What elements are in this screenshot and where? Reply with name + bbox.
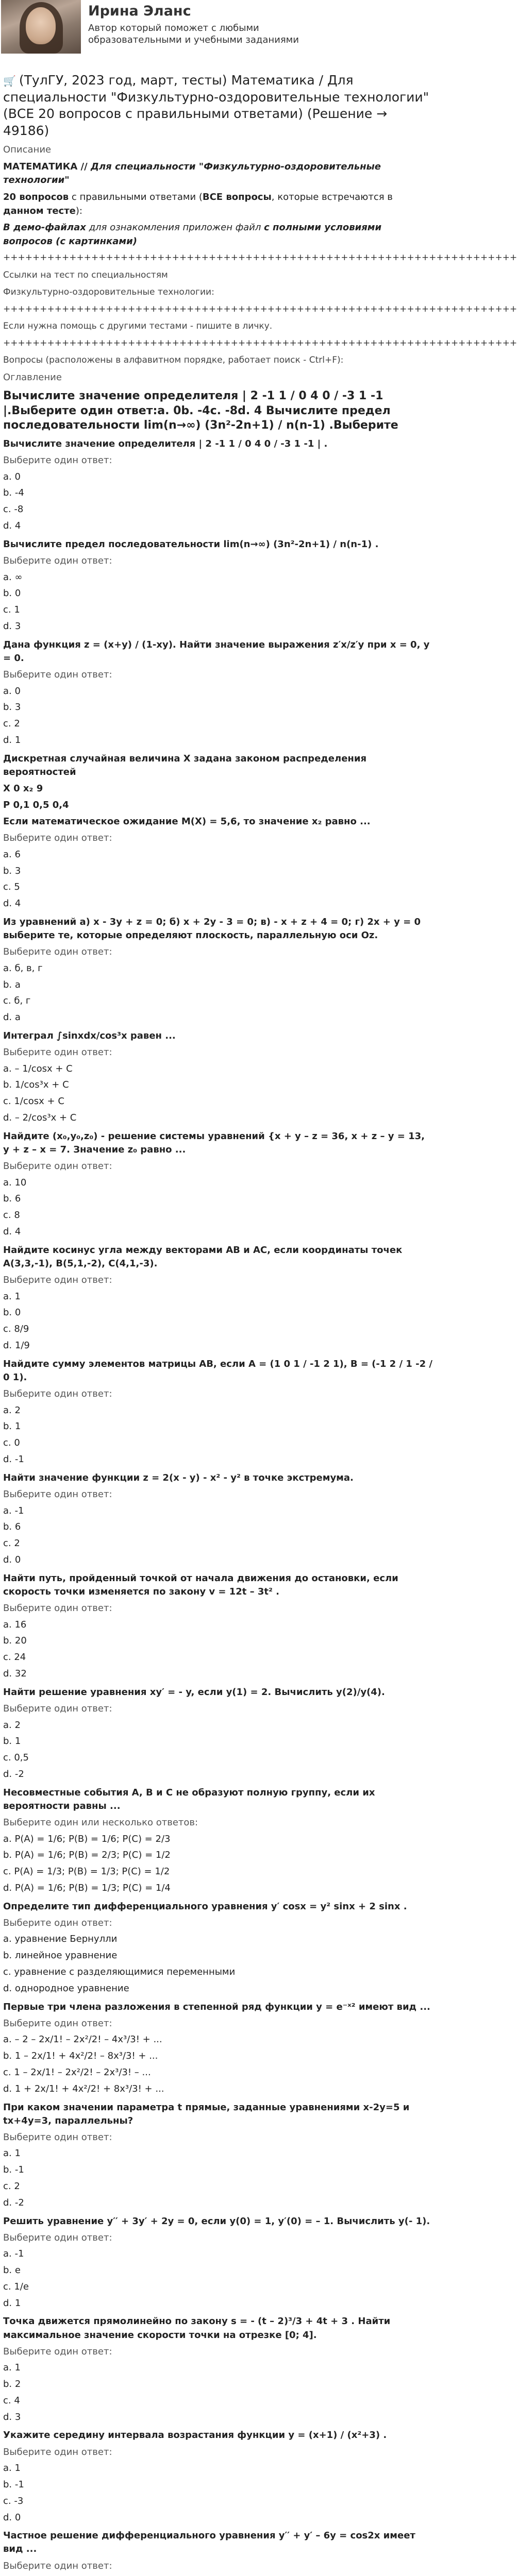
answer-option: d. 0 [3,2512,21,2523]
question-text: Вычислите значение определителя | 2 -1 1 / 0 4 0 / -3 1 -1 | . [3,438,328,449]
answer-option: a. 1 [3,1291,21,1302]
answer-option: a. 2 [3,1719,21,1731]
question-text: При каком значении параметра t прямые, заданные уравнениями x-2y=5 и tx+4y=3, параллельны? [3,2102,410,2126]
answer-option: d. -2 [3,2197,24,2208]
answer-option: b. -1 [3,2479,24,2490]
answer-option: d. P(A) = 1/6; P(B) = 1/3; P(C) = 1/4 [3,1882,171,1893]
answer-hint: Выберите один ответ: [3,1602,112,1614]
question-item [3,1358,433,1467]
answer-hint: Выберите один ответ: [3,1047,112,1058]
links-label: Ссылки на тест по специальностям [3,269,168,280]
answer-option: b. 2 [3,2379,21,2390]
question-item [3,2001,433,2097]
document-content [0,72,517,2576]
help-note: Если нужна помощь с другими тестами - пишите в личку. [3,321,273,331]
question-text: Дискретная случайная величина X задана законом распределения вероятностей [3,753,367,777]
answer-option: b. линейное уравнение [3,1950,118,1961]
answer-option: d. a [3,1012,21,1023]
answer-hint: Выберите один ответ: [3,1488,112,1500]
answer-option: a. P(A) = 1/6; P(B) = 1/6; P(C) = 2/3 [3,1833,171,1844]
document-title [3,72,433,139]
answer-option: c. уравнение с разделяющимися переменными [3,1967,236,1977]
question-item [3,2315,433,2425]
answer-option: c. 2 [3,1538,20,1549]
question-text: Найдите косинус угла между векторами AB и AC, если координаты точек A(3,3,-1), B(5,1,-2), C(4,1,-3). [3,1244,403,1269]
answer-option: a. 1 [3,2463,21,2474]
question-item [3,437,433,534]
question-item [3,916,433,1025]
answer-hint: Выберите один ответ: [3,454,112,466]
answer-option: a. ∞ [3,571,23,583]
answer-option: a. – 1/cosx + C [3,1063,73,1074]
question-text: Укажите середину интервала возрастания функции y = (x+1) / (x²+3) . [3,2430,387,2441]
question-item [3,638,433,748]
cart-icon[interactable]: 🛒 [3,75,16,87]
distribution-row: X 0 x₂ 9 [3,783,43,794]
answer-option: d. – 2/cos³x + C [3,1112,77,1124]
divider: ++++++++++++++++++++++++++++++++++++++++++++++++++++++++++++++++++++++ [3,252,517,263]
answer-option: a. 2 [3,1404,21,1416]
answer-option: c. P(A) = 1/3; P(B) = 1/3; P(C) = 1/2 [3,1866,170,1877]
author-description: Автор который поможет с любыми образовательными и учебными заданиями [88,23,299,46]
answer-hint: Выберите один ответ: [3,1917,112,1928]
answer-option: d. 1 + 2x/1! + 4x²/2! + 8x³/3! + ... [3,2083,164,2094]
question-text: Найти решение уравнения xy′ = - y, если y(1) = 2. Вычислить y(2)/y(4). [3,1686,385,1698]
author-avatar[interactable] [1,0,81,54]
answer-option: c. -3 [3,2495,24,2506]
answer-option: c. б, г [3,995,31,1007]
answer-option: a. -1 [3,2248,24,2260]
question-text: Из уравнений a) x - 3y + z = 0; б) x + 2y - 3 = 0; в) - x + z + 4 = 0; г) 2x + y = 0 выберите те, которые определяют плоскость, параллельную оси Oz. [3,916,421,941]
answer-hint: Выберите один ответ: [3,2446,112,2458]
answer-option: a. 16 [3,1619,27,1630]
answer-option: c. 4 [3,2395,20,2406]
question-item [3,2529,433,2576]
answer-option: c. 2 [3,2180,20,2192]
answer-option: a. 1 [3,2148,21,2159]
toc-label: Оглавление [3,372,62,383]
author-info [81,0,315,46]
answer-option: a. б, в, г [3,962,43,974]
question-text: Несовместные события A, B и C не образуют полную группу, если их вероятности равны ... [3,1787,375,1811]
question-item [3,1686,433,1782]
question-item [3,2429,433,2525]
answer-option: c. 1 – 2x/1! – 2x²/2! – 2x³/3! – ... [3,2066,151,2078]
answer-option: b. 6 [3,1521,21,1533]
answer-hint: Выберите один ответ: [3,1703,112,1714]
description-line-3: В демо-файлах для ознакомления приложен файл с полными условиями вопросов (с картинками) [3,222,382,247]
answer-option: d. -2 [3,1768,24,1780]
question-item [3,1029,433,1126]
answer-hint: Выберите один ответ: [3,1388,112,1400]
answer-option: c. 1 [3,604,20,616]
answer-option: d. 32 [3,1668,27,1679]
answer-option: c. 8 [3,1210,20,1221]
answer-option: d. 3 [3,620,21,632]
question-item [3,389,433,433]
question-item [3,1244,433,1353]
answer-option: a. 10 [3,1177,27,1188]
answer-option: b. -4 [3,487,24,499]
question-text: Найдите сумму элементов матрицы AB, если A = (1 0 1 / -1 2 1), B = (-1 2 / 1 -2 / 0 1). [3,1358,432,1383]
question-text: Частное решение дифференциального уравнения y′′ + y′ – 6y = cos2x имеет вид ... [3,2530,415,2555]
answer-option: d. 4 [3,1226,21,1238]
question-text: Дана функция z = (x+y) / (1-xy). Найти значение выражения z′x/z′y при x = 0, y = 0. [3,639,430,664]
divider: ++++++++++++++++++++++++++++++++++++++++++++++++++++++++++++++++++++++ [3,303,517,314]
questions-list [3,389,433,2576]
answer-hint: Выберите один или несколько ответов: [3,1817,198,1828]
question-item [3,752,433,911]
answer-option: c. 2 [3,718,20,730]
question-text: Интеграл ∫sinxdx/cos³x равен ... [3,1030,176,1041]
question-item [3,1900,433,1996]
answer-option: a. 1 [3,2362,21,2374]
answer-hint: Выберите один ответ: [3,555,112,566]
answer-hint: Выберите один ответ: [3,669,112,680]
answer-option: b. 6 [3,1193,21,1205]
answer-option: d. 4 [3,898,21,909]
question-item [3,1572,433,1682]
answer-option: b. 20 [3,1635,27,1647]
answer-option: d. -1 [3,1454,24,1465]
distribution-row: P 0,1 0,5 0,4 [3,799,69,810]
answer-option: d. 4 [3,520,21,531]
answer-hint: Выберите один ответ: [3,946,112,958]
answer-option: b. e [3,2265,21,2276]
question-text: Найти путь, пройденный точкой от начала движения до остановки, если скорость точки изменяется по закону v = 12t – 3t² . [3,1572,398,1597]
answer-option: c. 1/e [3,2281,29,2292]
question-text: Вычислите предел последовательности lim(n→∞) (3n²-2n+1) / n(n-1) . [3,538,379,550]
sort-note: Вопросы (расположены в алфавитном порядке, работает поиск - Ctrl+F): [3,355,344,366]
answer-option: d. 1 [3,2297,21,2309]
question-item [3,2215,433,2311]
answer-option: b. 1/cos³x + C [3,1079,69,1091]
question-text: Если математическое ожидание M(X) = 5,6, то значение x₂ равно ... [3,816,371,827]
question-item [3,538,433,634]
question-item [3,1786,433,1896]
answer-option: b. 1 [3,1421,21,1432]
answer-hint: Выберите один ответ: [3,2560,112,2571]
answer-option: c. 8/9 [3,1324,29,1335]
question-item [3,1130,433,1240]
question-text: Первые три члена разложения в степенной ряд функции y = e⁻ˣ² имеют вид ... [3,2001,430,2012]
answer-option: b. a [3,979,21,990]
answer-option: d. 1/9 [3,1340,30,1351]
answer-option: c. 0 [3,1437,20,1449]
question-text: Найдите (x₀,y₀,z₀) - решение системы уравнений {x + y – z = 36, x + z – y = 13, y + z – x = 7. Значение z₀ равно ... [3,1130,425,1155]
answer-option: b. 1 [3,1736,21,1747]
description-line-2: 20 вопросов с правильными ответами (ВСЕ вопросы, которые встречаются в данном тесте): [3,191,393,216]
answer-option: c. 24 [3,1652,26,1663]
answer-option: b. 0 [3,588,21,599]
question-text: Решить уравнение y′′ + 3y′ + 2y = 0, если y(0) = 1, y′(0) = – 1. Вычислить y(- 1). [3,2215,430,2227]
answer-hint: Выберите один ответ: [3,2131,112,2143]
divider: ++++++++++++++++++++++++++++++++++++++++++++++++++++++++++++++++++++++ [3,338,517,349]
answer-hint: Выберите один ответ: [3,1275,112,1286]
answer-option: a. -1 [3,1505,24,1516]
description-line-1: МАТЕМАТИКА // Для специальности "Физкультурно-оздоровительные технологии" [3,161,381,186]
answer-option: d. однородное уравнение [3,1982,129,1994]
answer-option: b. 3 [3,865,21,876]
answer-option: b. 3 [3,702,21,713]
answer-option: d. 3 [3,2411,21,2422]
answer-option: a. 0 [3,685,21,697]
author-card [0,0,437,54]
author-name[interactable]: Ирина Эланс [88,3,191,19]
answer-option: b. 0 [3,1307,21,1318]
avatar-face [26,7,56,44]
title-text: (ТулГУ, 2023 год, март, тесты) Математика / Для специальности "Физкультурно-оздоровительные технологии" (ВСЕ 20 вопросов с правильными ответами) (Решение → 49186) [3,73,429,138]
question-text: Определите тип дифференциального уравнения y′ cosx = y² sinx + 2 sinx . [3,1901,407,1912]
question-item [3,2101,433,2211]
answer-option: b. -1 [3,2164,24,2176]
question-text: Вычислите значение определителя | 2 -1 1 / 0 4 0 / -3 1 -1 |.Выберите один ответ:a. 0b. -4c. -8d. 4 Вычислите предел последовательности lim(n→∞) (3n²-2n+1) / n(n-1) .Выберите [3,389,398,432]
answer-option: b. P(A) = 1/6; P(B) = 2/3; P(C) = 1/2 [3,1850,171,1861]
answer-option: a. уравнение Бернулли [3,1934,118,1945]
answer-option: c. 1/cosx + C [3,1096,64,1107]
question-item [3,1471,433,1568]
answer-option: a. – 2 – 2x/1! – 2x²/2! – 4x³/3! + ... [3,2034,162,2045]
question-text: Точка движется прямолинейно по закону s = - (t – 2)³/3 + 4t + 3 . Найти максимальное значение скорости точки на отрезке [0; 4]. [3,2316,391,2341]
description-label: Описание [3,144,52,155]
answer-hint: Выберите один ответ: [3,2232,112,2243]
answer-option: a. 6 [3,849,21,860]
answer-hint: Выберите один ответ: [3,833,112,844]
answer-option: d. 0 [3,1554,21,1565]
answer-hint: Выберите один ответ: [3,2018,112,2029]
specialty-label: Физкультурно-оздоровительные технологии: [3,286,214,297]
answer-option: c. 5 [3,882,20,893]
answer-option: c. 0,5 [3,1752,29,1764]
answer-hint: Выберите один ответ: [3,1161,112,1172]
answer-option: c. -8 [3,504,24,515]
answer-hint: Выберите один ответ: [3,2346,112,2357]
question-text: Найти значение функции z = 2(x - y) - x² - y² в точке экстремума. [3,1472,354,1483]
answer-option: d. 1 [3,734,21,745]
answer-option: b. 1 – 2x/1! + 4x²/2! – 8x³/3! + ... [3,2050,158,2062]
answer-option: a. 0 [3,471,21,482]
